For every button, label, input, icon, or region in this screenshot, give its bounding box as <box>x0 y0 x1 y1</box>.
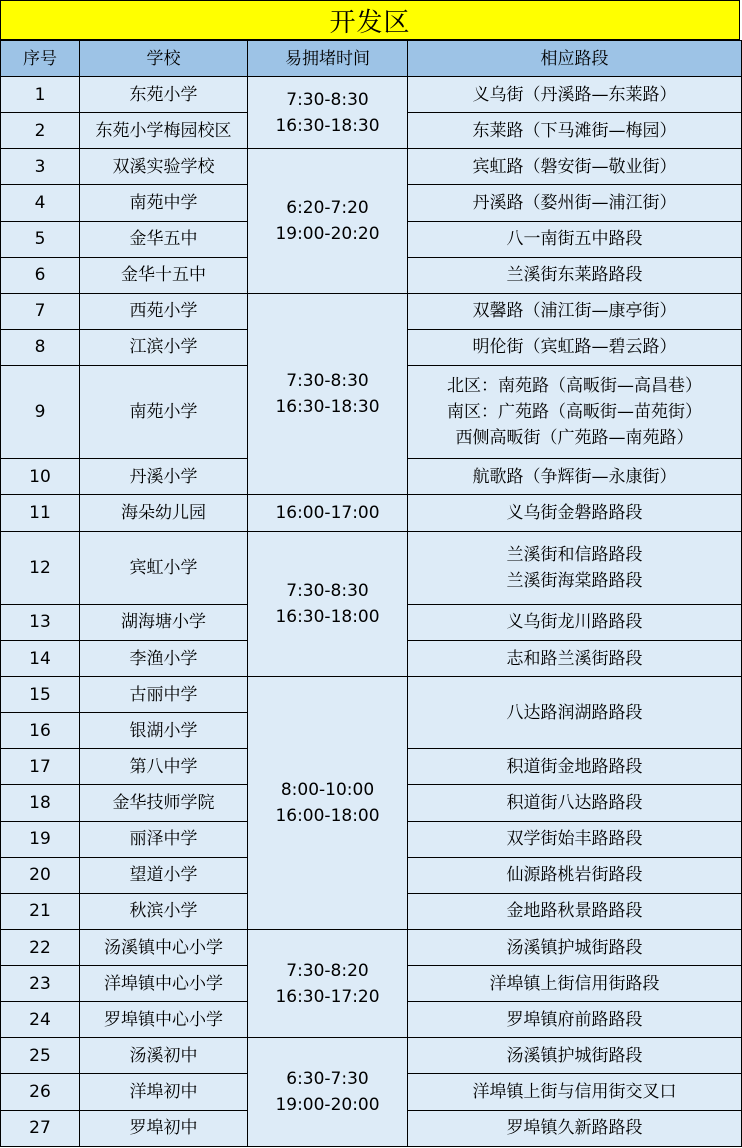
time-line: 6:20-7:20 <box>286 198 369 218</box>
row-number: 7 <box>1 293 80 329</box>
row-number: 12 <box>1 531 80 604</box>
road-line: 北区：南苑路（高畈街—高昌巷） <box>447 376 702 397</box>
time-cell <box>248 149 408 294</box>
table-row <box>1 1038 742 1074</box>
row-number: 14 <box>1 640 80 676</box>
row-number: 5 <box>1 221 80 257</box>
road-section: 双馨路（浦江街—康亭街） <box>408 293 742 329</box>
traffic-table <box>0 40 742 1147</box>
school-name: 李渔小学 <box>80 640 248 676</box>
row-number: 2 <box>1 113 80 149</box>
time-cell <box>248 531 408 677</box>
time-cell <box>248 677 408 930</box>
road-section: 丹溪路（婺州街—浦江街） <box>408 185 742 221</box>
school-name: 金华十五中 <box>80 257 248 293</box>
road-section: 航歌路（争辉街—永康街） <box>408 459 742 495</box>
header-time: 易拥堵时间 <box>248 41 408 77</box>
road-section: 洋埠镇上街信用街路段 <box>408 966 742 1002</box>
time-line: 16:30-18:30 <box>275 397 380 418</box>
table-row <box>1 495 742 531</box>
time-line: 19:00-20:20 <box>275 224 380 244</box>
school-name: 丽泽中学 <box>80 821 248 857</box>
time-cell <box>248 1038 408 1147</box>
road-line: 南区：广苑路（高畈街—苗苑街） <box>447 402 702 423</box>
school-name: 江滨小学 <box>80 329 248 365</box>
road-section: 金地路秋景路路段 <box>408 893 742 929</box>
row-number: 24 <box>1 1002 80 1038</box>
row-number: 8 <box>1 329 80 365</box>
school-name: 罗埠初中 <box>80 1110 248 1146</box>
time-line: 16:30-18:30 <box>275 115 380 136</box>
school-name: 银湖小学 <box>80 713 248 749</box>
row-number: 22 <box>1 929 80 965</box>
school-name: 东苑小学 <box>80 77 248 113</box>
road-section: 汤溪镇护城街路段 <box>408 1038 742 1074</box>
road-section <box>408 531 742 604</box>
school-name: 南苑小学 <box>80 366 248 459</box>
row-number: 11 <box>1 495 80 531</box>
road-line: 兰溪街海棠路路段 <box>506 570 643 591</box>
road-section: 义乌街（丹溪路—东莱路） <box>408 77 742 113</box>
road-section: 义乌街金磐路路段 <box>408 495 742 531</box>
header-road: 相应路段 <box>408 41 742 77</box>
time-cell <box>248 293 408 495</box>
school-name: 宾虹小学 <box>80 531 248 604</box>
road-section: 积道街金地路路段 <box>408 749 742 785</box>
school-name: 湖海塘小学 <box>80 604 248 640</box>
row-number: 4 <box>1 185 80 221</box>
school-name: 汤溪镇中心小学 <box>80 929 248 965</box>
school-name: 秋滨小学 <box>80 893 248 929</box>
road-section: 积道街八达路路段 <box>408 785 742 821</box>
table-row <box>1 293 742 329</box>
time-line: 16:30-17:20 <box>275 986 380 1007</box>
time-cell <box>248 929 408 1037</box>
school-name: 罗埠镇中心小学 <box>80 1002 248 1038</box>
school-name: 双溪实验学校 <box>80 149 248 185</box>
road-section: 双学街始丰路路段 <box>408 821 742 857</box>
road-line: 西侧高畈街（广苑路—南苑路） <box>455 428 694 449</box>
table-row <box>1 77 742 113</box>
school-name: 洋埠初中 <box>80 1074 248 1110</box>
row-number: 1 <box>1 77 80 113</box>
road-section: 东莱路（下马滩街—梅园） <box>408 113 742 149</box>
table-row <box>1 929 742 965</box>
row-number: 15 <box>1 677 80 713</box>
school-name: 汤溪初中 <box>80 1038 248 1074</box>
school-name: 洋埠镇中心小学 <box>80 966 248 1002</box>
header-no: 序号 <box>1 41 80 77</box>
road-section: 义乌街龙川路路段 <box>408 604 742 640</box>
row-number: 9 <box>1 366 80 459</box>
school-name: 西苑小学 <box>80 293 248 329</box>
road-section: 洋埠镇上街与信用街交叉口 <box>408 1074 742 1110</box>
time-line: 16:30-18:00 <box>275 606 380 627</box>
row-number: 19 <box>1 821 80 857</box>
row-number: 20 <box>1 857 80 893</box>
road-section: 仙源路桃岩街路段 <box>408 857 742 893</box>
road-section: 宾虹路（磐安街—敬业街） <box>408 149 742 185</box>
school-name: 第八中学 <box>80 749 248 785</box>
row-number: 18 <box>1 785 80 821</box>
road-section: 罗埠镇府前路路段 <box>408 1002 742 1038</box>
table-row <box>1 531 742 604</box>
school-name: 金华五中 <box>80 221 248 257</box>
row-number: 25 <box>1 1038 80 1074</box>
school-name: 望道小学 <box>80 857 248 893</box>
row-number: 17 <box>1 749 80 785</box>
school-name: 南苑中学 <box>80 185 248 221</box>
table-row <box>1 149 742 185</box>
school-name: 丹溪小学 <box>80 459 248 495</box>
header-row <box>1 41 742 77</box>
row-number: 3 <box>1 149 80 185</box>
time-line: 7:30-8:30 <box>286 89 369 110</box>
road-section: 八一南街五中路段 <box>408 221 742 257</box>
time-line: 7:30-8:30 <box>286 371 369 392</box>
row-number: 26 <box>1 1074 80 1110</box>
row-number: 21 <box>1 893 80 929</box>
sheet-title: 开发区 <box>0 0 740 40</box>
table-row <box>1 677 742 713</box>
header-school: 学校 <box>80 41 248 77</box>
time-line: 19:00-20:00 <box>275 1095 380 1116</box>
road-section: 八达路润湖路路段 <box>408 677 742 749</box>
row-number: 10 <box>1 459 80 495</box>
row-number: 27 <box>1 1110 80 1146</box>
time-cell <box>248 77 408 149</box>
time-line: 7:30-8:30 <box>286 580 369 601</box>
road-section: 志和路兰溪街路段 <box>408 640 742 676</box>
time-cell: 16:00-17:00 <box>248 495 408 531</box>
row-number: 16 <box>1 713 80 749</box>
road-section <box>408 366 742 459</box>
row-number: 6 <box>1 257 80 293</box>
school-name: 东苑小学梅园校区 <box>80 113 248 149</box>
time-line: 7:30-8:20 <box>286 960 369 981</box>
road-section: 明伦街（宾虹路—碧云路） <box>408 329 742 365</box>
school-name: 古丽中学 <box>80 677 248 713</box>
school-name: 海朵幼儿园 <box>80 495 248 531</box>
row-number: 23 <box>1 966 80 1002</box>
road-section: 罗埠镇久新路路段 <box>408 1110 742 1146</box>
time-line: 16:00-18:00 <box>275 806 380 827</box>
row-number: 13 <box>1 604 80 640</box>
school-name: 金华技师学院 <box>80 785 248 821</box>
time-line: 6:30-7:30 <box>286 1069 369 1090</box>
road-section: 汤溪镇护城街路段 <box>408 929 742 965</box>
road-section: 兰溪街东莱路路段 <box>408 257 742 293</box>
time-line: 8:00-10:00 <box>280 780 375 801</box>
road-line: 兰溪街和信路路段 <box>506 544 643 565</box>
